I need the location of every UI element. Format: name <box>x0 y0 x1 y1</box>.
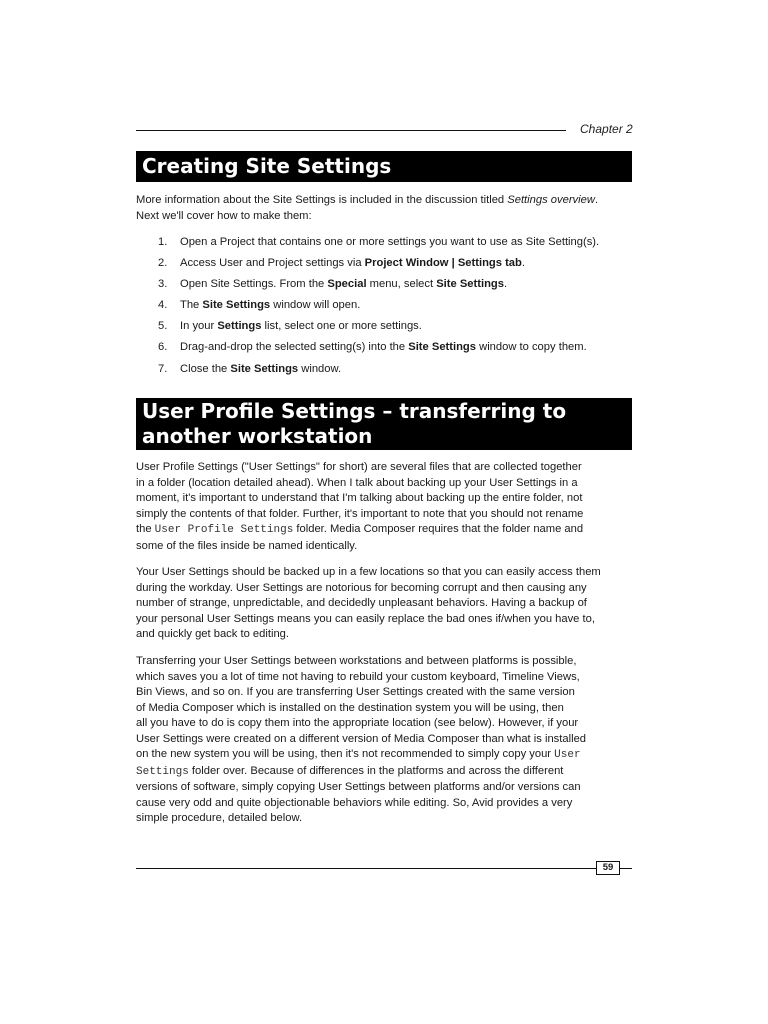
text-line: some of the files inside be named identically. <box>136 539 358 552</box>
page-number: 59 <box>596 861 620 875</box>
code-folder-name: User <box>554 749 581 761</box>
step-number: 4. <box>158 299 168 312</box>
step-text: . <box>521 257 525 270</box>
step-number: 7. <box>158 362 168 375</box>
step-number: 5. <box>158 320 168 333</box>
step-item <box>136 234 636 255</box>
step-text: Close the <box>180 362 231 375</box>
text-line: on the new system you will be using, then it's not recommended to simply copy your <box>136 748 555 760</box>
footer-rule <box>136 868 596 869</box>
step-bold-term: Settings <box>217 320 262 333</box>
text-line: Bin Views, and so on. If you are transferring User Settings created with the same version <box>136 686 575 698</box>
step-item <box>136 255 636 276</box>
step-text: The <box>180 299 203 312</box>
step-item <box>136 297 636 318</box>
text-line: in a folder (location detailed ahead). When I talk about backing up your User Settings in a <box>136 476 578 489</box>
text-line: Transferring your User Settings between workstations and between platforms is possible, <box>136 655 577 667</box>
steps-list <box>136 234 636 382</box>
step-item <box>136 361 636 382</box>
step-text: Open a Project that contains one or more settings you want to use as Site Setting(s). <box>180 236 600 248</box>
text-line: simple procedure, detailed below. <box>136 812 303 824</box>
step-text: . <box>503 278 508 291</box>
text-line: your personal User Settings means you can easily replace the bad ones if/when you have to, <box>136 612 595 625</box>
step-number: 2. <box>158 257 168 270</box>
text-line: Your User Settings should be backed up in a few locations so that you can easily access them <box>136 566 601 578</box>
step-bold-term: Site Settings <box>408 341 476 354</box>
text-line: and quickly get back to editing. <box>136 628 289 640</box>
step-text: menu, select <box>366 278 437 291</box>
text-line: versions of software, simply copying User Settings between platforms and/or versions can <box>136 781 581 793</box>
section-heading-user-profile-settings <box>136 398 632 450</box>
text-line: cause very odd and quite objectionable behaviors while editing. So, Avid provides a very <box>136 796 573 809</box>
step-text: list, select one or more settings. <box>261 320 422 333</box>
step-number: 1. <box>158 236 168 248</box>
intro-text: More information about the Site Settings is included in the discussion titled <box>136 194 508 206</box>
chapter-label: Chapter 2 <box>580 122 633 136</box>
step-number: 3. <box>158 278 168 291</box>
code-folder-name: Settings <box>136 765 189 778</box>
step-number: 6. <box>158 341 168 354</box>
code-folder-name: User Profile Settings <box>154 524 294 536</box>
text-line: moment, it's important to understand that I'm talking about backing up the entire folder, not <box>136 492 583 504</box>
step-text: window to copy them. <box>476 341 587 354</box>
text-line: simply the contents of that folder. Further, it's important to note that you should not rename <box>136 507 584 520</box>
step-text: In your <box>180 320 218 333</box>
paragraph-backup <box>136 565 636 643</box>
text-line: User Profile Settings ("User Settings" for short) are several files that are collected together <box>136 461 582 473</box>
step-text: Open Site Settings. From the <box>180 278 328 291</box>
paragraph-user-profile <box>136 460 636 554</box>
intro-paragraph <box>136 193 636 224</box>
step-bold-term: Special <box>327 278 367 291</box>
paragraph-transferring <box>136 654 636 827</box>
step-text: window. <box>298 362 342 375</box>
step-text: Drag-and-drop the selected setting(s) into the <box>180 341 409 354</box>
intro-italic-reference: Settings overview <box>507 194 595 206</box>
section-title-line1: User Profile Settings – transferring to <box>142 399 567 423</box>
text-line: all you have to do is copy them into the appropriate location (see below). However, if your <box>136 717 579 729</box>
section-title-line2: another workstation <box>142 424 373 448</box>
step-text: Access User and Project settings via <box>180 257 365 270</box>
intro-text-end: . <box>594 194 599 206</box>
step-item <box>136 276 636 297</box>
step-bold-term: Site Settings <box>202 299 271 312</box>
intro-line2: Next we'll cover how to make them: <box>136 209 312 222</box>
text-line: folder over. Because of differences in the platforms and across the different <box>188 764 564 777</box>
section-heading-creating-site-settings <box>136 151 632 182</box>
step-item <box>136 339 636 360</box>
header-rule <box>136 130 566 131</box>
step-bold-term: Site Settings <box>436 278 504 291</box>
text-line: the <box>136 523 155 535</box>
text-line: during the workday. User Settings are notorious for becoming corrupt and then causing any <box>136 581 587 594</box>
step-bold-term: Site Settings <box>230 362 299 375</box>
step-item <box>136 318 636 339</box>
text-line: which saves you a lot of time not having to rebuild your custom keyboard, Timeline Views, <box>136 670 580 683</box>
text-line: of Media Composer which is installed on the destination system you will be using, then <box>136 701 564 714</box>
text-line: number of strange, unpredictable, and decidedly unpleasant behaviors. Having a backup of <box>136 597 587 609</box>
text-line: User Settings were created on a different version of Media Composer than what is installed <box>136 732 587 745</box>
section-title: Creating Site Settings <box>142 154 392 178</box>
step-text: window will open. <box>270 299 361 312</box>
footer-rule-tail <box>620 868 632 869</box>
step-bold-term: Project Window | Settings tab <box>364 257 522 270</box>
text-line: folder. Media Composer requires that the folder name and <box>293 523 584 535</box>
